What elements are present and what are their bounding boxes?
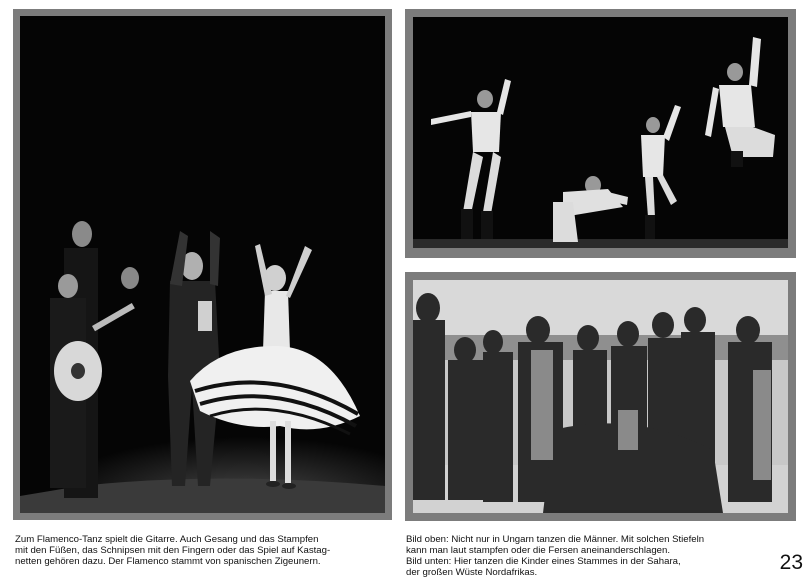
caption-line: Bild unten: Hier tanzen die Kinder eines Stammes in der Sahara, [406, 556, 681, 567]
hungarian-photo [413, 17, 788, 248]
caption-line: Bild oben: Nicht nur in Ungarn tanzen die Männer. Mit solchen Stiefeln [406, 534, 705, 545]
caption-line: der großen Wüste Nordafrikas. [406, 567, 538, 578]
sahara-photo [413, 280, 788, 513]
caption-line: mit den Füßen, das Schnipsen mit den Fingern oder das Spiel auf Kastag- [15, 545, 331, 556]
right-photos-caption [406, 534, 704, 578]
flamenco-caption [15, 534, 330, 567]
caption-line: Zum Flamenco-Tanz spielt die Gitarre. Auch Gesang und das Stampfen [15, 534, 319, 545]
caption-line: kann man laut stampfen oder die Fersen aneinanderschlagen. [406, 545, 670, 556]
page-number: 23 [779, 551, 803, 574]
flamenco-photo [20, 16, 385, 513]
caption-line: netten gehören dazu. Der Flamenco stammt von spanischen Zigeunern. [15, 556, 321, 567]
